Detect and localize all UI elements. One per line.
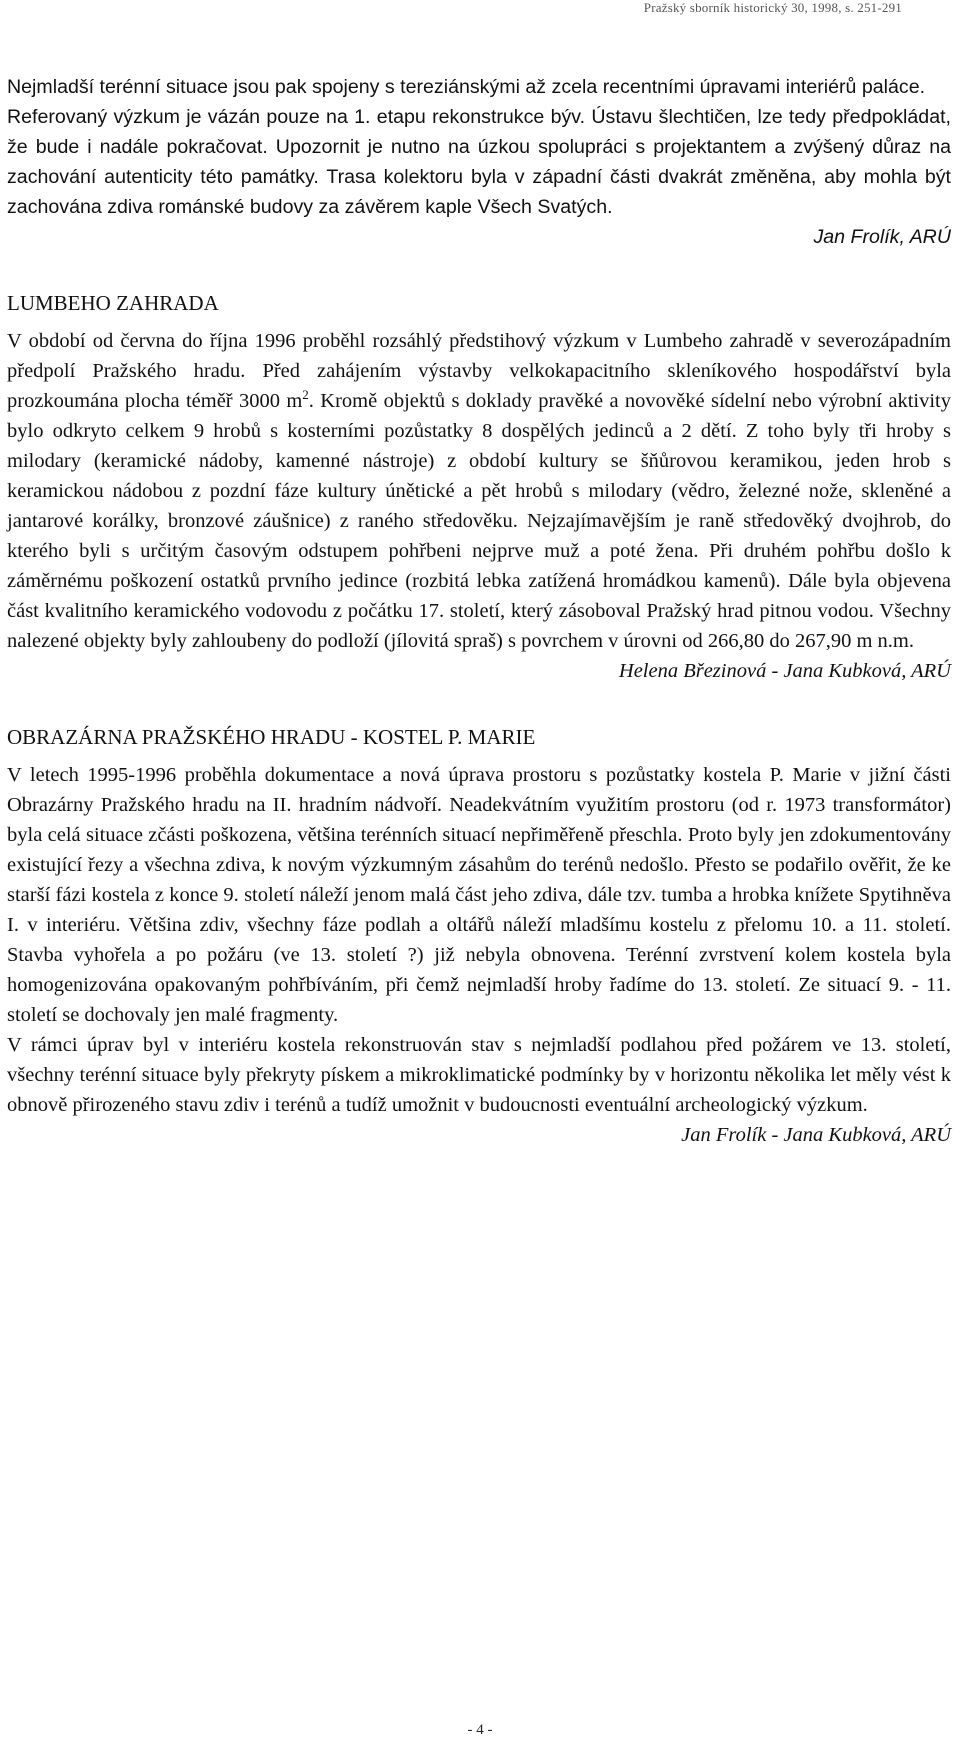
spacer bbox=[7, 752, 951, 760]
running-head: Pražský sborník historický 30, 1998, s. 251-291 bbox=[643, 0, 902, 15]
area-superscript: 2 bbox=[302, 387, 309, 403]
intro-author: Jan Frolík, ARÚ bbox=[813, 226, 951, 248]
intro-paragraph-1: Nejmladší terénní situace jsou pak spojeny s tereziánskými až zcela recentními úpravami interiérů paláce. bbox=[7, 76, 926, 98]
section2-paragraph-1: V letech 1995-1996 proběhla dokumentace a nová úprava prostoru s pozůstatky kostela P. Marie v jižní části Obrazárny Pražského hradu na II. hradním nádvoří. Neadekvátním využitím prostoru (od r. 1973 transformátor) byla celá situace zčásti poškozena, většina terénních situací nepřiměřeně přeschla. Proto byly jen zdokumentovány existující řezy a všechna zdiva, k novým výzkumným zásahům do terénů nedošlo. Přesto se podařilo ověřit, že ke starší fázi kostela z konce 9. století náleží jenom malá část jeho zdiva, dále tzv. tumba a hrobka knížete Spytihněva I. v interiéru. Většina zdiv, všechny fáze podlah a oltářů náleží mladšímu kostelu z přelomu 10. a 11. století. Stavba vyhořela a po požáru (ve 13. století ?) již nebyla obnovena. Terénní zvrstvení kolem kostela byla homogenizována opakovaným pohřbíváním, při čemž nejmladší hroby řadíme do 13. století. Ze situací 9. - 11. století se dochovaly jen malé fragmenty. bbox=[7, 764, 951, 1026]
intro-paragraph-2: Referovaný výzkum je vázán pouze na 1. etapu rekonstrukce býv. Ústavu šlechtičen, lze tedy předpokládat, že bude i nadále pokračovat. Upozornit je nutno na úzkou spolupráci s projektantem a zvýšený důraz na zachování autenticity této památky. Trasa kolektoru byla v západní části dvakrát změněna, aby mohla být zachována zdiva románské budovy za závěrem kaple Všech Svatých. bbox=[7, 106, 951, 218]
spacer bbox=[7, 686, 951, 722]
section1-paragraph bbox=[7, 326, 951, 656]
page-number: - 4 - bbox=[467, 1722, 493, 1738]
spacer bbox=[7, 318, 951, 326]
section-heading-obrazarna: OBRAZÁRNA PRAŽSKÉHO HRADU - KOSTEL P. MARIE bbox=[7, 725, 536, 749]
section-heading-lumbeho-zahrada: LUMBEHO ZAHRADA bbox=[7, 291, 219, 315]
section2-author: Jan Frolík - Jana Kubková, ARÚ bbox=[681, 1124, 951, 1146]
page-body bbox=[7, 72, 951, 1150]
section1-text-b: . Kromě objektů s doklady pravěké a novověké sídelní nebo výrobní aktivity bylo odkryto celkem 9 hrobů s kosterními pozůstatky 8 dospělých jedinců a 2 dětí. Z toho byly tři hroby s milodary (keramické nádoby, kamenné nástroje) z období kultury se šňůrovou keramikou, jeden hrob s keramickou nádobou z pozdní fáze kultury únětické a pět hrobů s milodary (vědro, železné nože, skleněné a jantarové korálky, bronzové záušnice) z raného středověku. Nejzajímavějším je raně středověký dvojhrob, do kterého byli s určitým časovým odstupem pohřbeni nejprve muž a poté žena. Při druhém pohřbu došlo k záměrnému poškození ostatků prvního jedince (rozbitá lebka zatížená hromádkou kamenů). Dále byla objevena část kvalitního keramického vodovodu z počátku 17. století, který zásoboval Pražský hrad pitnou vodou. Všechny nalezené objekty byly zahloubeny do podloží (jílovitá spraš) s povrchem v úrovni od 266,80 do 267,90 m n.m. bbox=[7, 390, 951, 652]
spacer bbox=[7, 252, 951, 288]
section1-author: Helena Březinová - Jana Kubková, ARÚ bbox=[618, 660, 951, 682]
section1-text-a: V období od června do října 1996 proběhl rozsáhlý předstihový výzkum v Lumbeho zahradě v severozápadním předpolí Pražského hradu. Před zahájením výstavby velkokapacitního skleníkového hospodářství byla prozkoumána plocha téměř 3000 m bbox=[7, 330, 951, 412]
section2-paragraph-2: V rámci úprav byl v interiéru kostela rekonstruován stav s nejmladší podlahou před požárem ve 13. století, všechny terénní situace byly překryty pískem a mikroklimatické podmínky by v horizontu několika let měly vést k obnově přirozeného stavu zdiv i terénů a tudíž umožnit v budoucnosti eventuální archeologický výzkum. bbox=[7, 1034, 951, 1116]
